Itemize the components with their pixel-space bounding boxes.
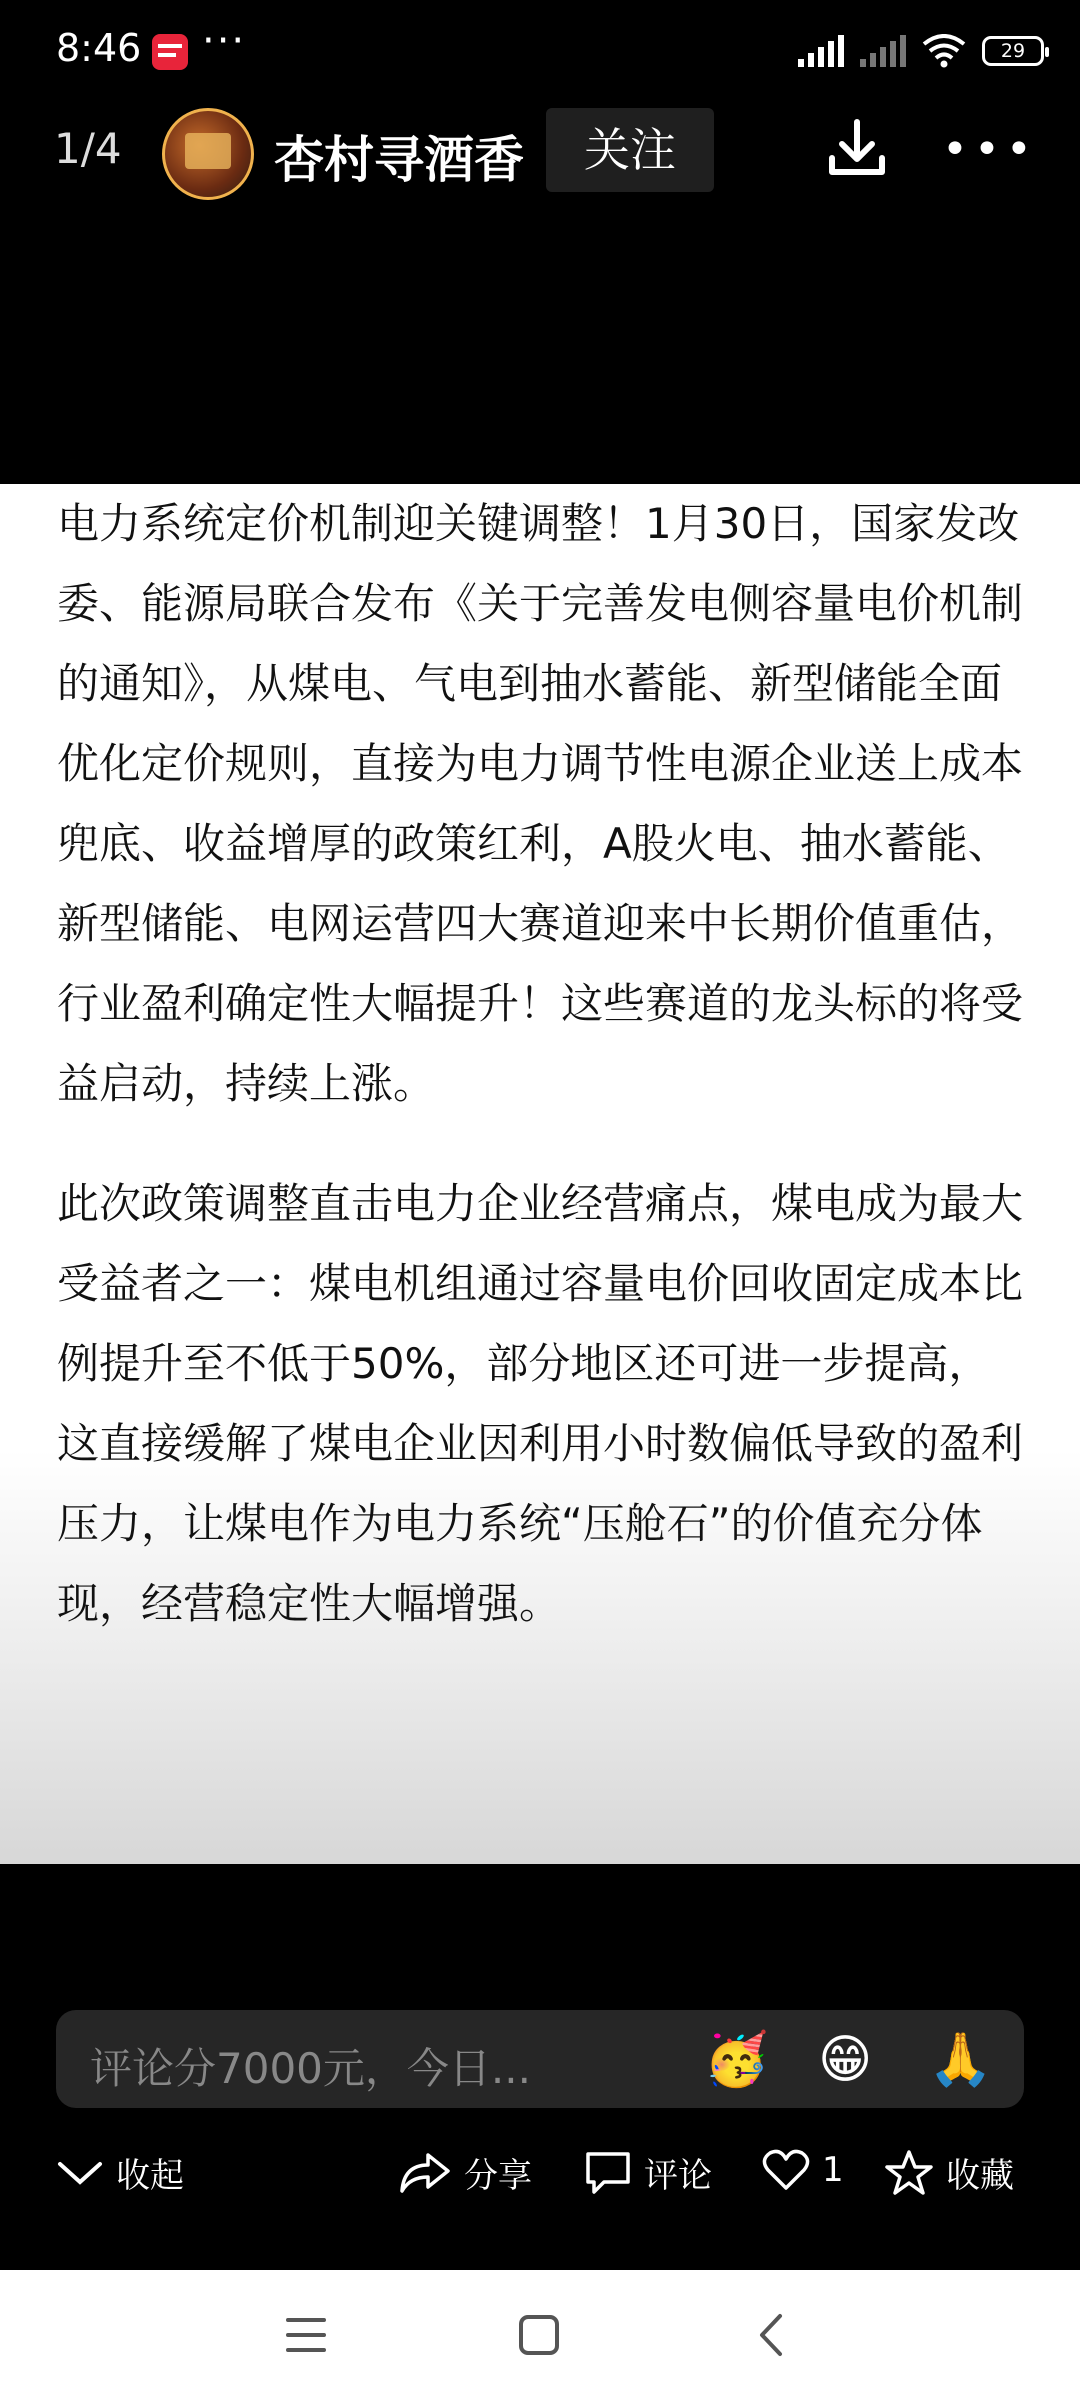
pray-emoji-icon[interactable]: 🙏 xyxy=(928,2030,993,2090)
comment-label: 评论 xyxy=(644,2156,712,2196)
comment-icon xyxy=(584,2150,632,2196)
comment-placeholder: 评论分7000元，今日... xyxy=(90,2044,531,2093)
status-more-indicator: ··· xyxy=(202,18,247,64)
status-indicators xyxy=(798,34,1044,68)
cellular-signal-2-icon xyxy=(860,35,906,67)
news-app-icon xyxy=(152,34,188,70)
author-avatar[interactable] xyxy=(162,108,254,200)
battery-icon: 29 xyxy=(982,36,1044,66)
back-icon[interactable] xyxy=(756,2312,786,2358)
page-indicator: 1/4 xyxy=(54,124,122,173)
like-count: 1 xyxy=(822,2150,844,2190)
like-button[interactable] xyxy=(762,2148,844,2192)
grin-emoji-icon[interactable]: 😁 xyxy=(818,2030,873,2090)
collapse-label: 收起 xyxy=(116,2156,184,2196)
status-time: 8:46 xyxy=(56,26,142,70)
heart-icon xyxy=(762,2148,810,2192)
share-button[interactable] xyxy=(398,2148,532,2197)
share-label: 分享 xyxy=(464,2156,532,2196)
system-nav-bar xyxy=(0,2270,1080,2400)
article-image xyxy=(0,484,1080,1864)
star-icon xyxy=(884,2149,934,2197)
share-icon xyxy=(398,2149,452,2197)
comment-button[interactable] xyxy=(584,2148,712,2197)
chevron-down-icon xyxy=(56,2158,104,2188)
follow-button[interactable]: 关注 xyxy=(546,108,714,192)
wifi-icon xyxy=(922,34,966,68)
download-icon[interactable] xyxy=(822,114,892,184)
collapse-button[interactable] xyxy=(56,2148,184,2197)
article-paragraph: 电力系统定价机制迎关键调整！1月30日，国家发改委、能源局联合发布《关于完善发电侧容量电价机制的通知》，从煤电、气电到抽水蓄能、新型储能全面优化定价规则，直接为电力调节性电源企业送上成本兜底、收益增厚的政策红利，A股火电、抽水蓄能、新型储能、电网运营四大赛道迎来中长期价值重估，行业盈利确定性大幅提升！这些赛道的龙头标的将受益启动，持续上涨。 xyxy=(57,499,1024,1108)
home-icon[interactable] xyxy=(518,2314,560,2356)
status-bar xyxy=(0,0,1080,100)
favorite-label: 收藏 xyxy=(946,2156,1014,2196)
more-icon[interactable]: ••• xyxy=(942,124,1038,175)
menu-icon[interactable] xyxy=(286,2316,326,2354)
cellular-signal-icon xyxy=(798,35,844,67)
action-bar xyxy=(0,2130,1080,2220)
top-bar xyxy=(0,100,1080,200)
favorite-button[interactable] xyxy=(884,2148,1014,2197)
comment-input[interactable] xyxy=(56,2010,1024,2108)
article-paragraph: 此次政策调整直击电力企业经营痛点，煤电成为最大受益者之一：煤电机组通过容量电价回收固定成本比例提升至不低于50%，部分地区还可进一步提高，这直接缓解了煤电企业因利用小时数偏低导致的盈利压力，让煤电作为电力系统“压舱石”的价值充分体现，经营稳定性大幅增强。 xyxy=(57,1179,1024,1628)
party-emoji-icon[interactable]: 🥳 xyxy=(704,2030,769,2090)
author-name[interactable]: 杏村寻酒香 xyxy=(274,131,524,189)
